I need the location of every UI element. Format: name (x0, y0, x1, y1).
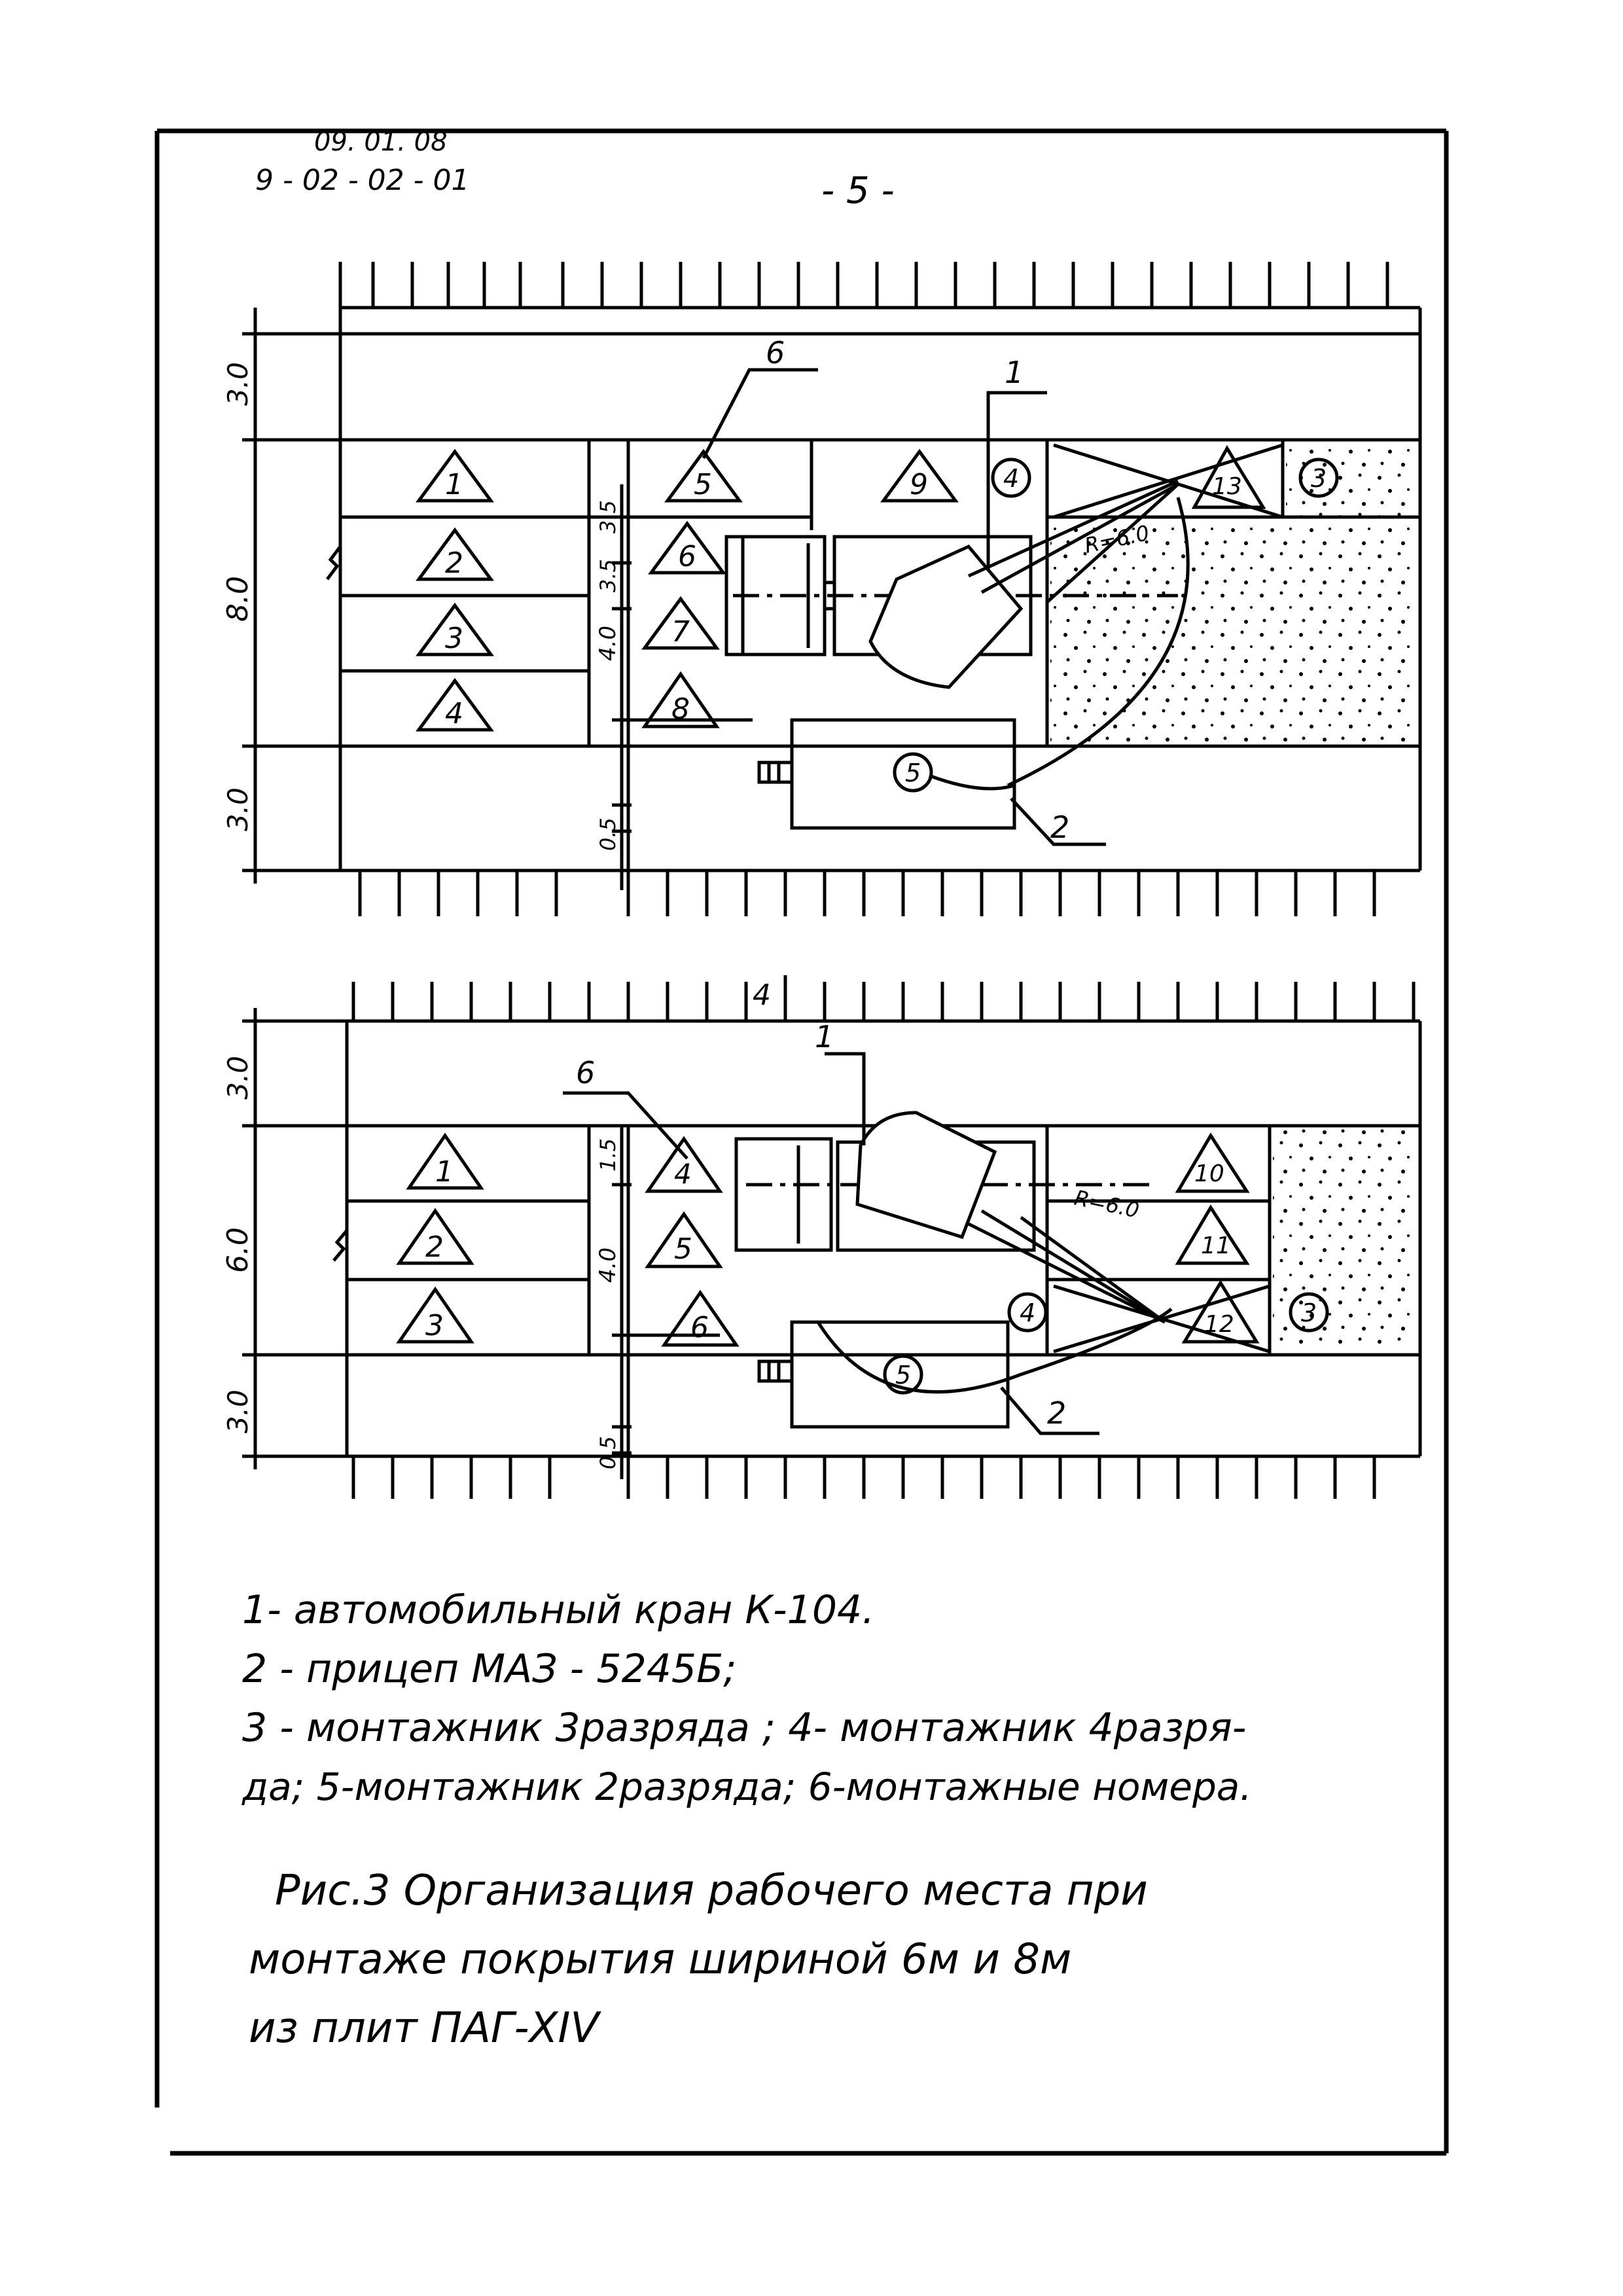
lower-worker-3: 3 (1301, 1299, 1317, 1327)
upper-slab-9: 9 (910, 468, 928, 501)
upper-slab-8: 8 (671, 692, 690, 726)
upper-slab-2: 2 (445, 547, 463, 580)
legend-line-4: да; 5-монтажник 2разряда; 6-монтажные номера. (242, 1765, 1252, 1809)
lower-slab-3: 3 (425, 1309, 444, 1342)
upper-worker-5: 5 (905, 759, 921, 787)
page-frame (157, 131, 1446, 2153)
upper-slab-13: 13 (1212, 473, 1242, 500)
lower-leader-1: 1 (815, 1019, 834, 1054)
doc-code-line2: 9 - 02 - 02 - 01 (255, 164, 470, 197)
lower-dim-3: 3.0 (222, 1056, 254, 1100)
upper-dim-3: 3.0 (222, 362, 254, 406)
legend-line-1: 1- автомобильный кран К-104. (242, 1587, 875, 1633)
lower-leader-6: 6 (576, 1055, 596, 1090)
legend-line-2: 2 - прицеп МАЗ - 5245Б; (242, 1646, 737, 1692)
legend (241, 1587, 1252, 1809)
upper-leader-6: 6 (766, 335, 785, 370)
lower-slab-1: 1 (435, 1155, 454, 1189)
lower-plan (221, 975, 1420, 1499)
upper-slab-4: 4 (445, 697, 463, 730)
figure-caption (249, 1867, 1148, 2053)
gravel-area-upper-right (1286, 444, 1417, 516)
upper-slab-7: 7 (671, 615, 690, 649)
lower-worker-5: 5 (895, 1361, 912, 1390)
lower-radius-label: R=6.0 (1072, 1185, 1141, 1223)
upper-slab-stack (1054, 445, 1283, 517)
lower-worker-4: 4 (1020, 1299, 1036, 1327)
lower-slab-4: 4 (674, 1158, 692, 1190)
upper-slab-5: 5 (694, 468, 712, 501)
upper-trailer (759, 720, 1014, 828)
lower-dim-6: 6.0 (221, 1227, 255, 1273)
lower-top-ruler (353, 975, 1420, 1021)
lower-slab-2: 2 (425, 1230, 444, 1264)
upper-inner-dim-1: 3.5 (596, 500, 620, 533)
upper-plan (221, 262, 1420, 916)
lower-slab-5: 5 (674, 1232, 692, 1266)
lower-inner-dim-1: 1.5 (596, 1138, 620, 1172)
lower-slab-10: 10 (1194, 1160, 1224, 1187)
upper-leader-1: 1 (1005, 355, 1024, 390)
lower-slab-11: 11 (1201, 1232, 1231, 1259)
legend-line-3: 3 - монтажник 3разряда ; 4- монтажник 4разря- (242, 1705, 1247, 1751)
upper-radius-label: R=6.0 (1082, 520, 1152, 558)
lower-bottom-ruler (255, 1456, 1420, 1499)
page-number: - 5 - (821, 170, 895, 212)
upper-worker-4: 4 (1003, 464, 1020, 493)
upper-worker-3: 3 (1311, 464, 1327, 493)
lower-dim-3b: 3.0 (222, 1390, 254, 1433)
upper-slab-1: 1 (445, 468, 463, 501)
doc-code-line1: 09. 01. 08 (314, 127, 448, 157)
upper-slab-3: 3 (445, 622, 463, 655)
caption-line-2: монтаже покрытия шириной 6м и 8м (249, 1935, 1072, 1984)
upper-inner-dim-3: 4.0 (595, 625, 621, 661)
lower-inner-dim-2: 4.0 (595, 1247, 621, 1283)
lower-inner-dim-3: 0.5 (596, 1436, 620, 1469)
upper-leader-2: 2 (1050, 810, 1070, 845)
lower-left-dimension-chain (242, 1008, 347, 1469)
upper-slab-6: 6 (678, 540, 696, 573)
upper-inner-dim-4: 0.5 (596, 817, 620, 851)
lower-slab-6: 6 (690, 1311, 709, 1344)
upper-dim-8: 8.0 (221, 576, 255, 622)
lower-leader-2: 2 (1047, 1395, 1067, 1431)
gravel-area-lower (1273, 1129, 1417, 1352)
upper-left-dimension-chain (242, 308, 340, 884)
upper-bottom-ruler (255, 870, 1420, 916)
upper-dim-3b: 3.0 (222, 787, 254, 831)
lower-axis-mark: 4 (753, 978, 771, 1012)
caption-line-1: Рис.3 Организация рабочего места при (275, 1867, 1148, 1915)
upper-inner-dim-2: 3.5 (596, 559, 620, 592)
lower-slab-12: 12 (1204, 1311, 1234, 1338)
upper-top-ruler (340, 262, 1420, 308)
caption-line-3: из плит ПАГ-XIV (249, 2004, 599, 2053)
